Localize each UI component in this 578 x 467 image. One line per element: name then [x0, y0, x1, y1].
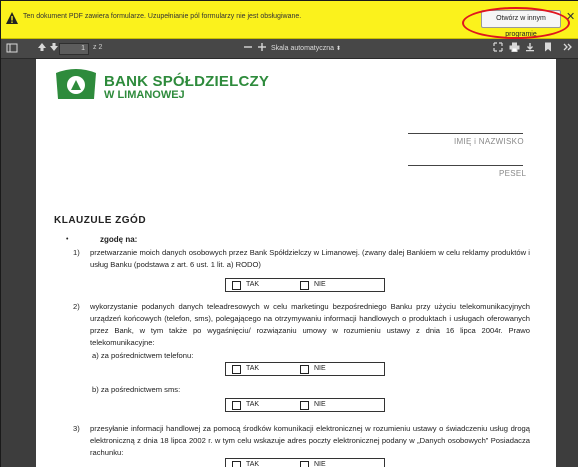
tak-label: TAK	[246, 281, 260, 288]
pdf-page	[36, 59, 556, 467]
nie-label: NIE	[314, 461, 326, 467]
nie-checkbox[interactable]	[300, 365, 309, 374]
nie-label: NIE	[314, 281, 326, 288]
chevron-down-icon: ⬍	[335, 46, 341, 52]
form-warning-message: Ten dokument PDF zawiera formularze. Uzupełnianie pól formularzy nie jest obsługiwane.	[23, 13, 302, 20]
tools-menu-icon[interactable]	[561, 42, 575, 56]
consent-choice-row	[225, 278, 385, 292]
nie-checkbox[interactable]	[300, 461, 309, 467]
page-total: z 2	[93, 44, 103, 51]
zoom-out-icon[interactable]	[241, 42, 255, 56]
sub-item-phone: a) za pośrednictwem telefonu:	[92, 351, 194, 360]
bullet: •	[66, 236, 69, 243]
bank-name-line2: W LIMANOWEJ	[104, 89, 185, 101]
pesel-signature-line	[408, 165, 523, 166]
tak-label: TAK	[246, 461, 260, 467]
sidebar-toggle-icon[interactable]	[5, 42, 19, 56]
item-number: 2)	[73, 302, 80, 311]
presentation-mode-icon[interactable]	[491, 42, 505, 56]
consent-item-text: wykorzystanie podanych danych teleadresowych w celu marketingu bezpośredniego Banku przy użyciu telekomunikacyjnych urządzeń końcowych (telefon, sms), polegającego na otrzymywaniu informacji handlowych o produktach i usługach oferowanych przez Bank, w tym także po wygaśnięciu/ rozwiązaniu umowy w rozumieniu ustawy z dnia 16 lipca 2004r. Prawo telekomunikacyjne:	[90, 302, 530, 347]
tak-label: TAK	[246, 365, 260, 372]
nie-checkbox[interactable]	[300, 401, 309, 410]
zoom-select-value: Skala automatyczna	[271, 45, 335, 52]
print-icon[interactable]	[507, 42, 521, 56]
nie-checkbox[interactable]	[300, 281, 309, 290]
warning-icon	[5, 11, 19, 25]
bank-name-line1: BANK SPÓŁDZIELCZY	[104, 73, 270, 90]
consent-choice-row	[225, 458, 385, 467]
pesel-label: PESEL	[499, 169, 527, 178]
download-icon[interactable]	[523, 42, 537, 56]
form-warning-bar	[1, 1, 578, 39]
open-in-other-app-button[interactable]: Otwórz w innym programie	[481, 10, 561, 28]
sub-item-sms: b) za pośrednictwem sms:	[92, 385, 181, 394]
consent-heading: KLAUZULE ZGÓD	[54, 215, 147, 226]
consent-choice-row	[225, 398, 385, 412]
zoom-in-icon[interactable]	[255, 42, 269, 56]
consent-item-text: przetwarzanie moich danych osobowych przez Bank Spółdzielczy w Limanowej. (zwany dalej Bankiem w celu reklamy produktów i usług Banku (podstawa z art. 6 ust. 1 lit. a) RODO)	[90, 248, 530, 269]
name-signature-line	[408, 133, 523, 134]
name-label: IMIĘ i NAZWISKO	[454, 137, 524, 146]
bookmark-icon[interactable]	[541, 42, 555, 56]
consent-label: zgodę na:	[100, 235, 138, 244]
close-icon[interactable]: ✕	[566, 11, 576, 23]
page-number-input[interactable]: 1	[59, 43, 89, 55]
item-number: 1)	[73, 248, 80, 257]
nie-label: NIE	[314, 401, 326, 408]
tak-checkbox[interactable]	[232, 281, 241, 290]
tak-checkbox[interactable]	[232, 365, 241, 374]
document-viewport[interactable]	[1, 59, 578, 467]
tak-checkbox[interactable]	[232, 461, 241, 467]
pdf-toolbar	[1, 39, 578, 59]
consent-choice-row	[225, 362, 385, 376]
zoom-select[interactable]	[271, 43, 341, 55]
bank-logo	[54, 67, 98, 101]
nie-label: NIE	[314, 365, 326, 372]
consent-item-text: przesyłanie informacji handlowej za pomocą środków komunikacji elektronicznej w rozumieniu ustawy o świadczeniu usług drogą elektroniczną z dnia 18 lipca 2002 r. w tym celu wskazuje adres poczty elektronicznej podany w „Danych osobowych” Posiadacza rachunku:	[90, 424, 530, 457]
item-number: 3)	[73, 424, 80, 433]
tak-checkbox[interactable]	[232, 401, 241, 410]
tak-label: TAK	[246, 401, 260, 408]
